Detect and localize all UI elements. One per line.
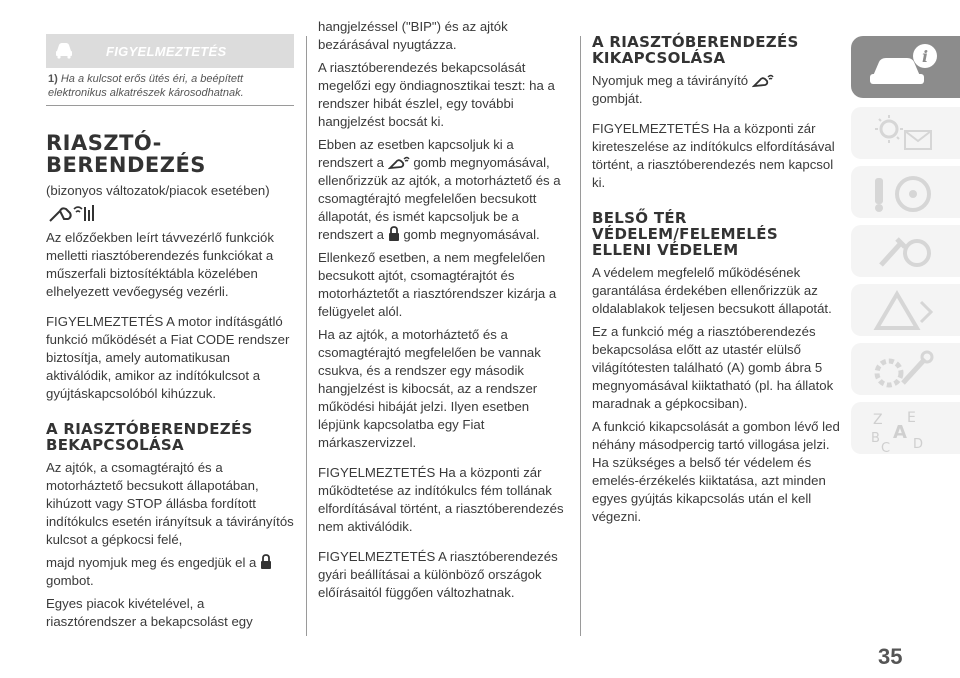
tools-icon	[867, 231, 947, 275]
alert-road-icon	[867, 290, 947, 334]
tab-safety[interactable]	[851, 166, 960, 218]
column-divider	[306, 36, 307, 636]
paragraph: A riasztóberendezés bekapcsolását megelőzi egy öndiagnosztikai teszt: ha a rendszer hibát észlel, egy további hangjelzést bocsát ki.	[318, 60, 555, 129]
warning-title: FIGYELMEZTETÉS	[106, 44, 227, 59]
svg-text:D: D	[913, 437, 924, 452]
car-warning-icon	[54, 41, 74, 59]
paragraph: FIGYELMEZTETÉS A motor indításgátló funkció működését a Fiat CODE rendszer biztosítja, amely automatikusan aktiválódik, amikor az indítókulcsot a gyújtáskapcsolóból kihúzzuk.	[46, 314, 290, 401]
key-remote-icon	[48, 203, 94, 225]
car-info-icon	[867, 42, 947, 92]
svg-text:B: B	[871, 431, 880, 446]
paragraph: (bizonyos változatok/piacok esetében)	[46, 183, 270, 198]
column-1	[46, 34, 294, 636]
paragraph: Nyomjuk meg a távirányító gombját.	[592, 72, 840, 108]
paragraph: Az ajtók, a csomagtérajtó és a motorháztető becsukott állapotában, kihúzott vagy STOP állásba fordított indítókulcs esetén irányítsuk a távirányítós kulcsot a gépkocsi felé,	[46, 460, 294, 547]
svg-text:A: A	[893, 422, 907, 443]
note-number: 1)	[48, 73, 58, 85]
tab-car-info[interactable]	[851, 36, 960, 98]
svg-text:Z: Z	[873, 412, 883, 428]
paragraph: Ellenkező esetben, a nem megfelelően becsukott ajtót, csomagtérajtót és motorháztetőt a riasztórendszer kizárja a felügyelet alól.	[318, 250, 557, 319]
paragraph: A védelem megfelelő működésének garantálása érdekében ellenőrizzük az oldalablakok teljesen becsukott állapotát.	[592, 265, 832, 316]
padlock-icon	[260, 554, 272, 570]
warning-lights-icon	[867, 113, 947, 157]
paragraph: FIGYELMEZTETÉS Ha a központi zár működtetése az indítókulcs fém tollának elfordításával történt, a riasztóberendezés nem aktiválódik.	[318, 465, 564, 534]
paragraph: majd nyomjuk meg és engedjük el a gombot.	[46, 554, 294, 590]
warning-box-header	[46, 34, 294, 68]
tab-warning-lights[interactable]	[851, 107, 960, 159]
tab-driving[interactable]	[851, 225, 960, 277]
section-heading-interior-protection: BELSŐ TÉR VÉDELEM/FELEMELÉS ELLENI VÉDELEM	[592, 209, 778, 259]
tab-index[interactable]	[851, 402, 960, 454]
column-3	[592, 34, 840, 531]
section-heading-alarm: RIASZTÓ- BERENDEZÉS	[46, 131, 206, 177]
paragraph: Egyes piacok kivételével, a riasztórendszer a bekapcsolást egy	[46, 596, 253, 629]
svg-text:E: E	[907, 410, 916, 426]
svg-text:C: C	[881, 441, 891, 452]
warning-note	[46, 68, 294, 106]
paragraph: FIGYELMEZTETÉS Ha a központi zár kireteszelése az indítókulcs elfordításával történt, a riasztóberendezés nem kapcsol ki.	[592, 121, 835, 190]
page-number: 35	[878, 644, 903, 669]
paragraph: Ebben az esetben kapcsoljuk ki a rendszert a gomb megnyomásával, ellenőrizzük az ajtók, a motorháztető és a csomagtérajtó megfelelően becsukott állapotát, és ismét kapcsoljuk be a rendszert a gomb megnyomásával.	[318, 137, 561, 242]
key-steering-icon	[867, 172, 947, 216]
paragraph: Ha az ajtók, a motorháztető és a csomagtérajtó megfelelően be vannak csukva, és a rendszer egy második hangjelzést is kibocsát, az a rendszer működési hibáját jelzi. Ilyen esetben lépjünk kapcsolatba egy Fiat márkaszervizzel.	[318, 327, 541, 450]
unlock-remote-icon	[388, 156, 410, 170]
paragraph: Ez a funkció még a riasztóberendezés bekapcsolása előtt az utastér elülső világítótesten található (A) gomb ábra 5 megnyomásával kiiktatható (pl. ha állatok maradnak a gépkocsiban).	[592, 324, 834, 411]
svg-text:i: i	[921, 47, 929, 66]
padlock-icon	[388, 226, 400, 242]
tab-maintenance[interactable]	[851, 343, 960, 395]
paragraph: hangjelzéssel ("BIP") és az ajtók bezárásával nyugtázza.	[318, 19, 508, 52]
gear-wrench-icon	[867, 349, 947, 393]
chapter-tabs	[851, 36, 960, 461]
section-heading-activation: A RIASZTÓBERENDEZÉS BEKAPCSOLÁSA	[46, 420, 253, 454]
paragraph: FIGYELMEZTETÉS A riasztóberendezés gyári beállításai a különböző országok előírásaitól függően változhatnak.	[318, 549, 558, 600]
paragraph: Az előzőekben leírt távvezérlő funkciók melletti riasztóberendezés funkciókat a műszerfali biztosítéktábla közelében elhelyezett vevőegység vezérli.	[46, 230, 274, 299]
column-2	[318, 18, 566, 607]
column-divider	[580, 36, 581, 636]
note-text: Ha a kulcsot erős ütés éri, a beépített elektronikus alkatrészek károsodhatnak.	[48, 73, 244, 99]
tab-emergency[interactable]	[851, 284, 960, 336]
alphabet-index-icon	[867, 408, 947, 452]
section-heading-deactivation: A RIASZTÓBERENDEZÉS KIKAPCSOLÁSA	[592, 33, 799, 67]
paragraph: A funkció kikapcsolását a gombon lévő led néhány másodpercig tartó villogása jelzi. Ha szükséges a belső tér védelem és emelés-érzékelés kiiktatása, azt minden egyes gyújtás kikapcsolás után el kell végezni.	[592, 419, 840, 524]
unlock-remote-icon	[752, 74, 774, 88]
